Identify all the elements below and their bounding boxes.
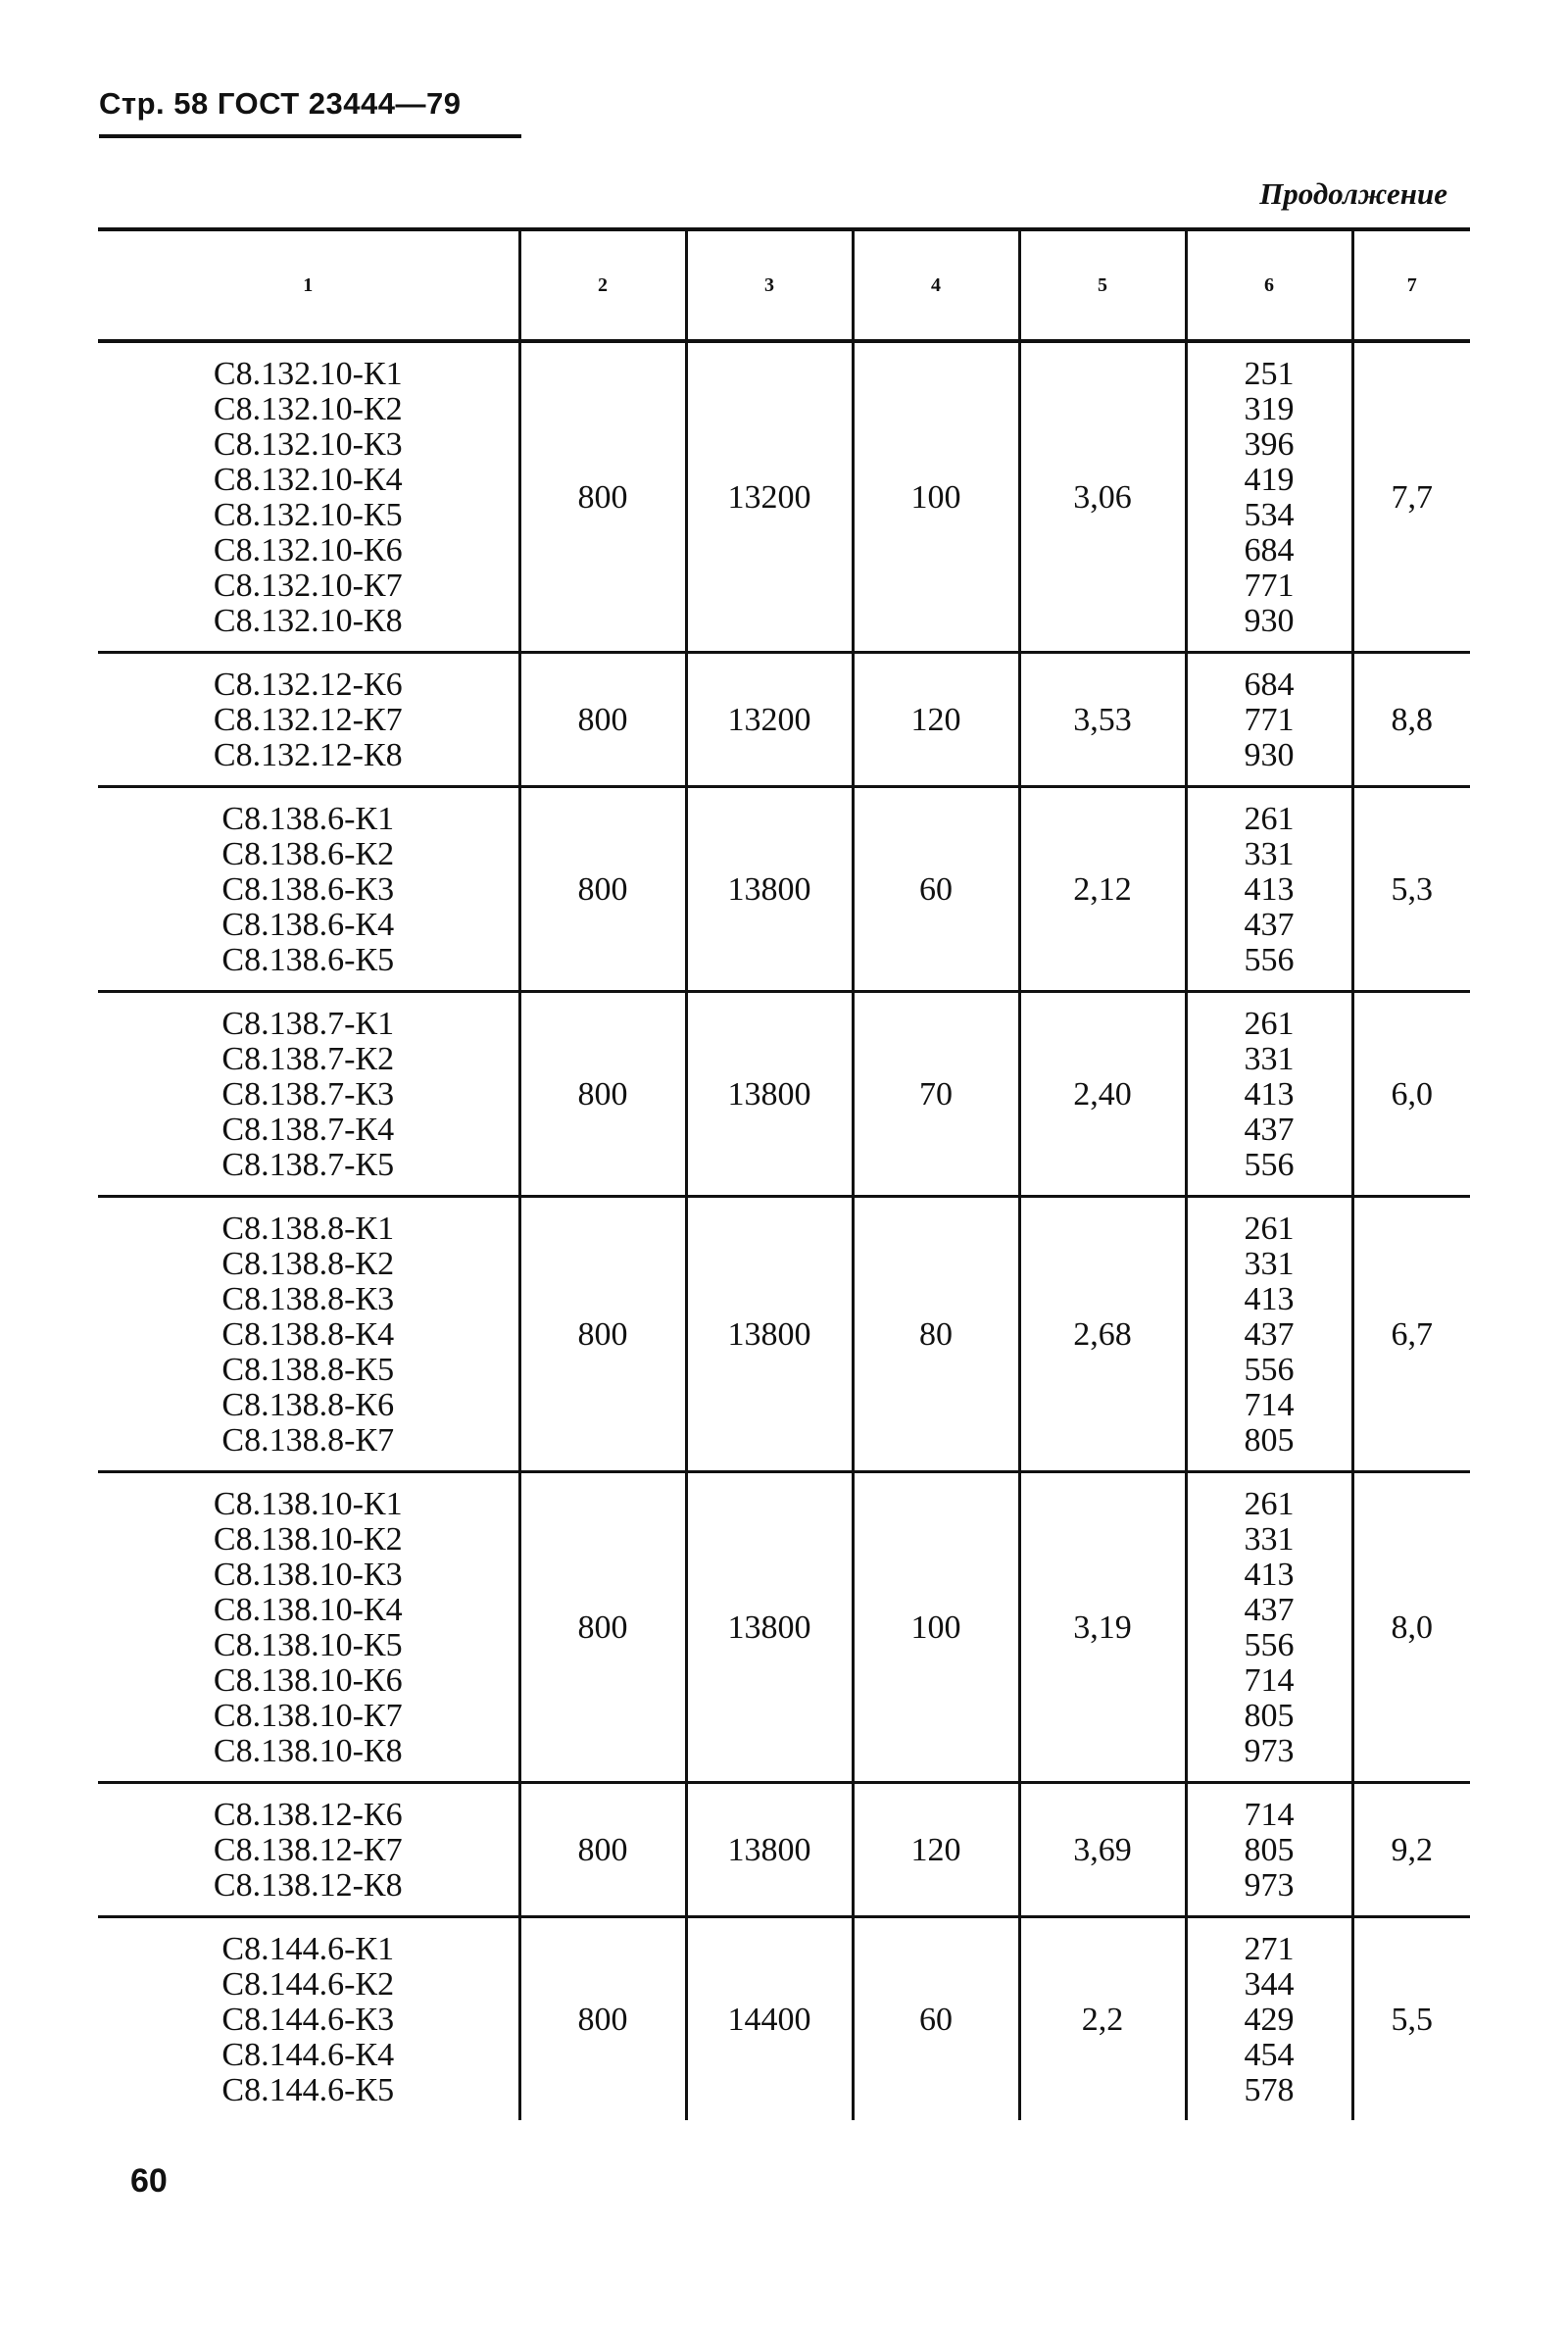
mark-name: С8.144.6-К4 <box>221 2037 395 2073</box>
mark-name: С8.138.8-К2 <box>221 1246 395 1282</box>
column-header: 6 <box>1186 229 1352 341</box>
mark-name: С8.132.10-К8 <box>213 603 403 639</box>
value-line: 437 <box>1244 907 1295 943</box>
mark-cell <box>98 1917 519 2121</box>
value-line: 714 <box>1244 1797 1295 1833</box>
mark-name: С8.132.10-К4 <box>213 462 403 498</box>
mark-name: С8.138.6-К2 <box>221 836 395 872</box>
mark-name: С8.138.10-К2 <box>213 1521 403 1558</box>
value-cell-c4: 100 <box>853 341 1019 653</box>
mark-name: С8.132.10-К7 <box>213 568 403 604</box>
mark-name: С8.138.8-К4 <box>221 1316 395 1353</box>
value-cell-c5: 2,40 <box>1019 992 1186 1197</box>
value-line: 556 <box>1244 1352 1295 1388</box>
value-cell-c2: 800 <box>519 1472 686 1783</box>
value-cell-c5: 3,53 <box>1019 653 1186 787</box>
mark-name: С8.144.6-К1 <box>221 1931 395 1967</box>
value-cell-c2: 800 <box>519 1783 686 1917</box>
value-line: 437 <box>1244 1112 1295 1148</box>
mark-name: С8.138.12-К8 <box>213 1867 403 1904</box>
column-number-row <box>98 229 1470 341</box>
mark-name: С8.132.10-К3 <box>213 426 403 463</box>
mark-name: С8.138.7-К3 <box>221 1076 395 1113</box>
value-cell-c7: 8,0 <box>1352 1472 1470 1783</box>
value-cell-c5: 2,68 <box>1019 1197 1186 1472</box>
table-row <box>98 1472 1470 1783</box>
value-line: 429 <box>1244 2002 1295 2038</box>
value-line: 930 <box>1244 603 1295 639</box>
value-cell-c5: 3,19 <box>1019 1472 1186 1783</box>
mark-name: С8.138.10-К8 <box>213 1733 403 1769</box>
column-header: 3 <box>686 229 853 341</box>
mark-name: С8.138.10-К1 <box>213 1486 403 1522</box>
mark-name: С8.138.6-К5 <box>221 942 395 978</box>
value-cell-c7: 5,5 <box>1352 1917 1470 2121</box>
column-header: 1 <box>98 229 519 341</box>
value-cell-c7: 7,7 <box>1352 341 1470 653</box>
specification-table <box>98 227 1470 2120</box>
value-cell-c2: 800 <box>519 1197 686 1472</box>
value-cell-c7: 6,7 <box>1352 1197 1470 1472</box>
value-line: 930 <box>1244 737 1295 773</box>
mark-name: С8.138.10-К3 <box>213 1557 403 1593</box>
value-line: 261 <box>1244 801 1295 837</box>
table-row <box>98 1197 1470 1472</box>
value-line: 973 <box>1244 1733 1295 1769</box>
value-cell-c3: 13800 <box>686 1197 853 1472</box>
mark-name: С8.144.6-К2 <box>221 1966 395 2003</box>
mark-name: С8.144.6-К3 <box>221 2002 395 2038</box>
mark-cell <box>98 787 519 992</box>
value-cell-c5: 2,12 <box>1019 787 1186 992</box>
value-cell-c4: 60 <box>853 787 1019 992</box>
value-line: 261 <box>1244 1006 1295 1042</box>
value-line: 413 <box>1244 1076 1295 1113</box>
mark-name: С8.132.10-К1 <box>213 356 403 392</box>
value-cell-c3: 13200 <box>686 653 853 787</box>
value-line: 805 <box>1244 1832 1295 1868</box>
value-line: 331 <box>1244 1521 1295 1558</box>
value-cell-c3: 13800 <box>686 1472 853 1783</box>
value-cell-c3: 13800 <box>686 992 853 1197</box>
column-header: 4 <box>853 229 1019 341</box>
value-line: 261 <box>1244 1486 1295 1522</box>
mark-name: С8.132.10-К2 <box>213 391 403 427</box>
value-line: 771 <box>1244 568 1295 604</box>
value-line: 973 <box>1244 1867 1295 1904</box>
value-line: 261 <box>1244 1211 1295 1247</box>
value-cell-c6 <box>1186 992 1352 1197</box>
value-line: 419 <box>1244 462 1295 498</box>
value-cell-c4: 100 <box>853 1472 1019 1783</box>
column-header: 7 <box>1352 229 1470 341</box>
value-line: 534 <box>1244 497 1295 533</box>
value-cell-c2: 800 <box>519 341 686 653</box>
value-line: 319 <box>1244 391 1295 427</box>
mark-name: С8.138.6-К1 <box>221 801 395 837</box>
value-line: 684 <box>1244 532 1295 569</box>
value-cell-c2: 800 <box>519 1917 686 2121</box>
mark-name: С8.132.10-К6 <box>213 532 403 569</box>
page-header: Стр. 58 ГОСТ 23444—79 <box>99 86 462 121</box>
value-line: 805 <box>1244 1698 1295 1734</box>
table-row <box>98 787 1470 992</box>
value-line: 578 <box>1244 2072 1295 2108</box>
value-cell-c4: 60 <box>853 1917 1019 2121</box>
value-cell-c4: 80 <box>853 1197 1019 1472</box>
value-line: 771 <box>1244 702 1295 738</box>
table-row <box>98 653 1470 787</box>
column-header: 5 <box>1019 229 1186 341</box>
value-cell-c6 <box>1186 1917 1352 2121</box>
table-body <box>98 341 1470 2120</box>
value-line: 331 <box>1244 836 1295 872</box>
value-cell-c6 <box>1186 341 1352 653</box>
mark-name: С8.138.12-К6 <box>213 1797 403 1833</box>
mark-cell <box>98 1197 519 1472</box>
value-line: 331 <box>1244 1041 1295 1077</box>
value-line: 271 <box>1244 1931 1295 1967</box>
value-cell-c5: 3,69 <box>1019 1783 1186 1917</box>
value-cell-c3: 13200 <box>686 341 853 653</box>
value-cell-c7: 8,8 <box>1352 653 1470 787</box>
value-cell-c4: 120 <box>853 1783 1019 1917</box>
value-line: 413 <box>1244 871 1295 908</box>
mark-cell <box>98 1783 519 1917</box>
value-line: 331 <box>1244 1246 1295 1282</box>
value-cell-c3: 13800 <box>686 787 853 992</box>
value-cell-c5: 2,2 <box>1019 1917 1186 2121</box>
value-line: 454 <box>1244 2037 1295 2073</box>
mark-name: С8.138.12-К7 <box>213 1832 403 1868</box>
value-cell-c5: 3,06 <box>1019 341 1186 653</box>
value-line: 714 <box>1244 1662 1295 1699</box>
table-row <box>98 341 1470 653</box>
mark-name: С8.138.8-К3 <box>221 1281 395 1317</box>
value-cell-c4: 120 <box>853 653 1019 787</box>
mark-name: С8.138.6-К4 <box>221 907 395 943</box>
value-cell-c6 <box>1186 1197 1352 1472</box>
value-line: 396 <box>1244 426 1295 463</box>
mark-name: С8.138.7-К5 <box>221 1147 395 1183</box>
mark-cell <box>98 992 519 1197</box>
value-line: 437 <box>1244 1316 1295 1353</box>
value-cell-c3: 13800 <box>686 1783 853 1917</box>
value-cell-c6 <box>1186 787 1352 992</box>
mark-cell <box>98 1472 519 1783</box>
column-header: 2 <box>519 229 686 341</box>
mark-name: С8.138.10-К5 <box>213 1627 403 1663</box>
mark-name: С8.138.8-К1 <box>221 1211 395 1247</box>
value-line: 556 <box>1244 1627 1295 1663</box>
mark-name: С8.138.8-К6 <box>221 1387 395 1423</box>
mark-name: С8.138.10-К7 <box>213 1698 403 1734</box>
mark-name: С8.138.7-К4 <box>221 1112 395 1148</box>
mark-name: С8.138.7-К1 <box>221 1006 395 1042</box>
value-line: 714 <box>1244 1387 1295 1423</box>
mark-name: С8.138.10-К4 <box>213 1592 403 1628</box>
value-cell-c7: 9,2 <box>1352 1783 1470 1917</box>
mark-name: С8.138.8-К5 <box>221 1352 395 1388</box>
value-cell-c7: 6,0 <box>1352 992 1470 1197</box>
value-line: 437 <box>1244 1592 1295 1628</box>
mark-name: С8.138.8-К7 <box>221 1422 395 1459</box>
mark-name: С8.132.12-К7 <box>213 702 403 738</box>
table-row <box>98 992 1470 1197</box>
mark-name: С8.144.6-К5 <box>221 2072 395 2108</box>
value-line: 413 <box>1244 1281 1295 1317</box>
mark-name: С8.138.6-К3 <box>221 871 395 908</box>
mark-name: С8.138.7-К2 <box>221 1041 395 1077</box>
table-row <box>98 1783 1470 1917</box>
value-line: 344 <box>1244 1966 1295 2003</box>
value-cell-c7: 5,3 <box>1352 787 1470 992</box>
value-cell-c6 <box>1186 1783 1352 1917</box>
value-line: 413 <box>1244 1557 1295 1593</box>
value-cell-c6 <box>1186 1472 1352 1783</box>
value-line: 805 <box>1244 1422 1295 1459</box>
value-line: 556 <box>1244 942 1295 978</box>
continuation-label: Продолжение <box>1259 176 1447 211</box>
mark-name: С8.138.10-К6 <box>213 1662 403 1699</box>
header-underline <box>99 134 521 138</box>
value-line: 556 <box>1244 1147 1295 1183</box>
mark-name: С8.132.12-К6 <box>213 667 403 703</box>
value-cell-c2: 800 <box>519 653 686 787</box>
value-cell-c2: 800 <box>519 992 686 1197</box>
table-row <box>98 1917 1470 2121</box>
mark-cell <box>98 341 519 653</box>
value-cell-c2: 800 <box>519 787 686 992</box>
page-number: 60 <box>130 2162 168 2200</box>
mark-name: С8.132.10-К5 <box>213 497 403 533</box>
mark-cell <box>98 653 519 787</box>
value-line: 684 <box>1244 667 1295 703</box>
value-cell-c3: 14400 <box>686 1917 853 2121</box>
value-line: 251 <box>1244 356 1295 392</box>
value-cell-c6 <box>1186 653 1352 787</box>
value-cell-c4: 70 <box>853 992 1019 1197</box>
mark-name: С8.132.12-К8 <box>213 737 403 773</box>
